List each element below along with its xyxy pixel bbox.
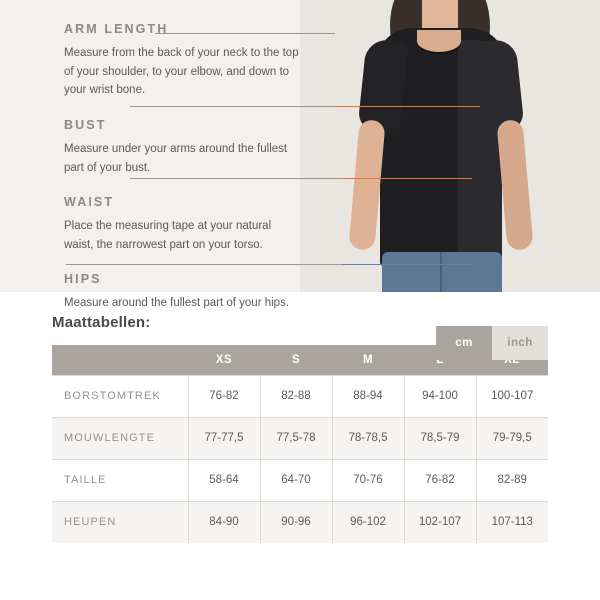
row-label-borstomtrek: BORSTOMTREK [52, 375, 188, 417]
cell-taille-s: 64-70 [260, 459, 332, 501]
cell-mouwlengte-xs: 77-77,5 [188, 417, 260, 459]
cell-borstomtrek-m: 88-94 [332, 375, 404, 417]
bust-guide-line-orange [335, 106, 480, 107]
cell-heupen-m: 96-102 [332, 501, 404, 543]
unit-toggle[interactable] [436, 326, 548, 360]
cell-heupen-xs: 84-90 [188, 501, 260, 543]
cell-borstomtrek-s: 82-88 [260, 375, 332, 417]
waist-description: Place the measuring tape at your natural waist, the narrowest part on your torso. [64, 220, 272, 251]
cell-mouwlengte-l: 78,5-79 [404, 417, 476, 459]
model-jeans [382, 252, 502, 292]
size-table-title: Maattabellen: [52, 314, 151, 331]
size-table [52, 345, 548, 543]
bust-heading: BUST [64, 117, 107, 132]
cell-taille-l: 76-82 [404, 459, 476, 501]
model-collar [417, 30, 461, 52]
cell-mouwlengte-s: 77,5-78 [260, 417, 332, 459]
row-label-mouwlengte: MOUWLENGTE [52, 417, 188, 459]
waist-heading: WAIST [64, 195, 115, 210]
cell-heupen-s: 90-96 [260, 501, 332, 543]
unit-toggle-cm[interactable]: cm [436, 326, 492, 360]
cell-borstomtrek-xs: 76-82 [188, 375, 260, 417]
size-table-body [52, 375, 548, 543]
column-header-xs: XS [188, 345, 260, 375]
cell-mouwlengte-xl: 79-79,5 [476, 417, 548, 459]
column-header-blank [52, 345, 188, 375]
cell-taille-xs: 58-64 [188, 459, 260, 501]
row-label-heupen: HEUPEN [52, 501, 188, 543]
cell-borstomtrek-xl: 100-107 [476, 375, 548, 417]
size-table-section [0, 314, 600, 543]
hips-guide-line-blue [342, 264, 474, 265]
bust-description: Measure under your arms around the fullest part of your bust. [64, 142, 288, 174]
cell-heupen-xl: 107-113 [476, 501, 548, 543]
model-jeans-seam [440, 252, 442, 292]
cell-mouwlengte-m: 78-78,5 [332, 417, 404, 459]
column-header-m: M [332, 345, 404, 375]
row-label-taille: TAILLE [52, 459, 188, 501]
table-row [52, 417, 548, 459]
arm-length-description: Measure from the back of your neck to the top of your shoulder, to your elbow, and down to your wrist bone. [64, 47, 299, 97]
measurement-instructions [0, 0, 320, 331]
model-sleeve-right [473, 38, 524, 134]
table-row [52, 375, 548, 417]
cell-borstomtrek-l: 94-100 [404, 375, 476, 417]
cell-heupen-l: 102-107 [404, 501, 476, 543]
hips-heading: HIPS [64, 272, 102, 287]
column-header-s: S [260, 345, 332, 375]
cell-taille-m: 70-76 [332, 459, 404, 501]
cell-taille-xl: 82-89 [476, 459, 548, 501]
waist-guide-line-orange [340, 178, 472, 179]
measurement-block-arm-length [64, 22, 320, 100]
measurement-block-waist [64, 195, 320, 254]
measurement-block-hips [64, 272, 320, 313]
model-figure [318, 0, 568, 292]
table-row [52, 501, 548, 543]
table-row [52, 459, 548, 501]
measurement-block-bust [64, 118, 320, 177]
hips-description: Measure around the fullest part of your hips. [64, 297, 290, 310]
arm-length-heading: ARM LENGTH [64, 22, 169, 36]
unit-toggle-inch[interactable]: inch [492, 326, 548, 360]
